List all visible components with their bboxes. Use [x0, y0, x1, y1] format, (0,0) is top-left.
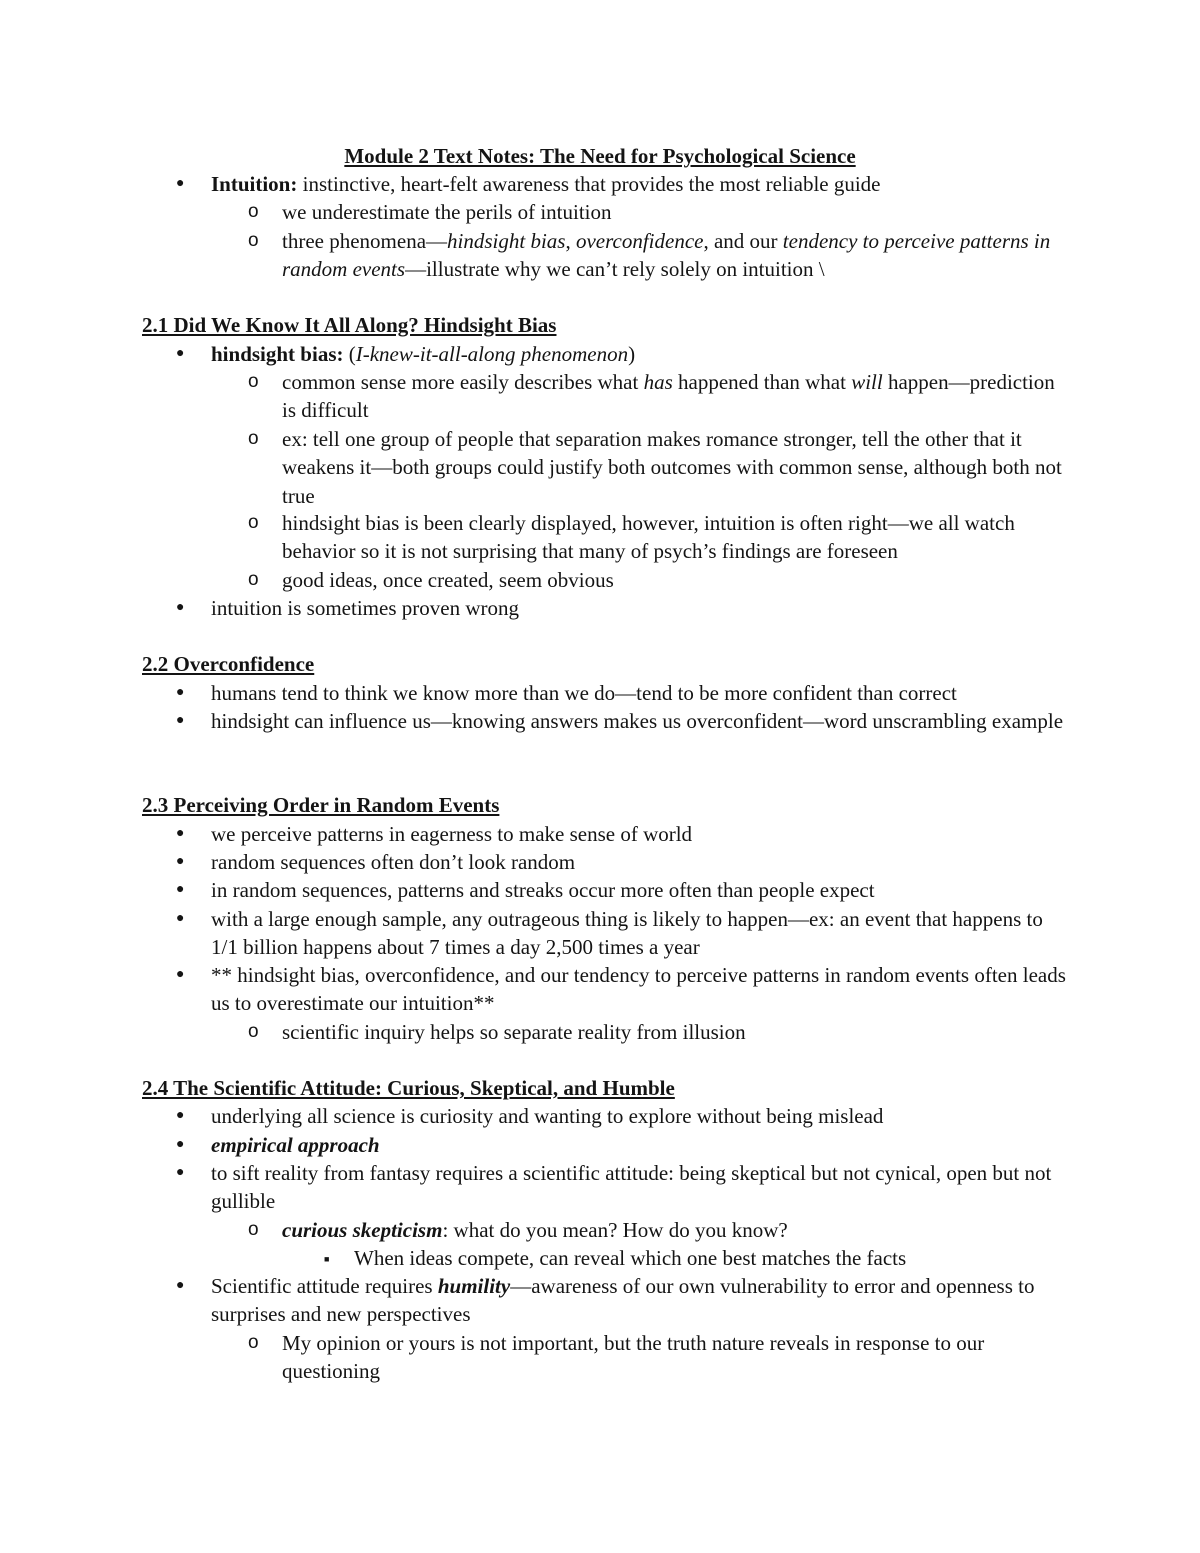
bullet-icon: ● [176, 1108, 185, 1123]
list-item [248, 368, 1072, 425]
item-text: My opinion or yours is not important, but the truth nature reveals in response to our questioning [282, 1331, 985, 1384]
item-text: common sense more easily describes what [282, 370, 644, 394]
list-item [176, 340, 1071, 368]
item-text: good ideas, once created, seem obvious [282, 568, 614, 592]
page-title: Module 2 Text Notes: The Need for Psychological Science [344, 144, 856, 168]
item-text: instinctive, heart-felt awareness that provides the most reliable guide [297, 172, 881, 196]
bullet-icon: ● [176, 1137, 185, 1152]
section-heading: 2.3 Perceiving Order in Random Events [142, 793, 500, 817]
bullet-icon: ● [176, 600, 185, 615]
list-item [176, 820, 1071, 848]
item-text: —illustrate why we can’t rely solely on intuition \ [405, 257, 825, 282]
emphasis-text: hindsight bias [447, 229, 566, 253]
item-text: happen—prediction is difficult [282, 370, 1055, 423]
list-item [176, 1272, 1071, 1329]
term-label: curious skepticism [282, 1218, 443, 1242]
hollow-bullet-icon: o [248, 1219, 259, 1240]
bullet-icon: ● [176, 854, 185, 869]
list-item [176, 961, 1071, 1018]
bullet-icon: ● [176, 882, 185, 897]
bullet-icon: ● [176, 176, 185, 191]
item-text: with a large enough sample, any outrageous thing is likely to happen—ex: an event that happens to 1/1 billion happens about 7 times a day 2,500 times a year [211, 907, 1043, 960]
list-item [176, 679, 1071, 707]
list-item [248, 1018, 1072, 1046]
hollow-bullet-icon: o [248, 1021, 259, 1042]
emphasis-text: I-knew-it-all-along phenomenon [355, 342, 629, 366]
list-item [248, 566, 1072, 594]
list-item [176, 1159, 1071, 1216]
item-text: intuition is sometimes proven wrong [211, 596, 519, 620]
list-item [324, 1244, 1074, 1272]
list-item [176, 170, 1071, 198]
item-text: we perceive patterns in eagerness to make sense of world [211, 822, 693, 846]
hollow-bullet-icon: o [248, 371, 259, 392]
emphasis-text: empirical approach [211, 1133, 380, 1157]
bullet-icon: ● [176, 1165, 185, 1180]
list-item [176, 876, 1071, 904]
list-item [176, 1131, 1071, 1159]
hollow-bullet-icon: o [248, 428, 259, 449]
hollow-bullet-icon: o [248, 569, 259, 590]
item-text: ( [343, 342, 356, 366]
item-text: , [565, 229, 576, 253]
bullet-icon: ● [176, 713, 185, 728]
emphasis-text: overconfidence [575, 229, 704, 253]
hollow-bullet-icon: o [248, 201, 259, 222]
list-item [176, 905, 1071, 962]
hollow-bullet-icon: o [248, 512, 259, 533]
section-heading: 2.4 The Scientific Attitude: Curious, Skeptical, and Humble [142, 1076, 675, 1100]
item-text: in random sequences, patterns and streaks occur more often than people expect [211, 878, 875, 902]
item-text: to sift reality from fantasy requires a scientific attitude: being skeptical but not cynical, open but not gullible [211, 1161, 1052, 1214]
hollow-bullet-icon: o [248, 1332, 259, 1353]
item-text: ) [628, 342, 636, 366]
emphasis-text: humility [437, 1274, 511, 1298]
item-text: Scientific attitude requires [211, 1274, 438, 1298]
list-item [248, 198, 1072, 226]
item-text: happened than what [672, 370, 852, 394]
list-item [248, 425, 1072, 510]
list-item [248, 1329, 1072, 1386]
item-text: When ideas compete, can reveal which one best matches the facts [354, 1246, 907, 1270]
emphasis-text: has [643, 370, 673, 394]
list-item [176, 1102, 1071, 1130]
bullet-icon: ● [176, 685, 185, 700]
item-text: : what do you mean? How do you know? [442, 1218, 788, 1242]
bullet-icon: ● [176, 911, 185, 926]
item-text: random sequences often don’t look random [211, 850, 576, 874]
item-text: ex: tell one group of people that separation makes romance stronger, tell the other that it weakens it—both groups could justify both outcomes with common sense, although both not true [282, 427, 1062, 508]
section-heading: 2.2 Overconfidence [142, 652, 315, 676]
item-text: scientific inquiry helps so separate reality from illusion [282, 1020, 746, 1044]
item-text: ** hindsight bias, overconfidence, and our tendency to perceive patterns in random events often leads us to overestimate our intuition** [211, 963, 1066, 1016]
term-label: hindsight bias: [211, 342, 344, 366]
square-bullet-icon: ■ [324, 1254, 330, 1264]
list-item [248, 1216, 1072, 1244]
bullet-icon: ● [176, 826, 185, 841]
bullet-icon: ● [176, 346, 185, 361]
section-heading: 2.1 Did We Know It All Along? Hindsight Bias [142, 313, 557, 337]
hollow-bullet-icon: o [248, 230, 259, 251]
term-label: Intuition: [211, 172, 298, 196]
emphasis-text: tendency to perceive patterns in random events [282, 229, 1051, 282]
item-text: , and our [703, 229, 783, 253]
list-item [176, 848, 1071, 876]
emphasis-text: will [851, 370, 883, 394]
list-item [176, 594, 1071, 622]
item-text: three phenomena— [282, 229, 448, 253]
list-item [176, 707, 1071, 735]
item-text: humans tend to think we know more than we do—tend to be more confident than correct [211, 681, 957, 705]
item-text: hindsight can influence us—knowing answers makes us overconfident—word unscrambling example [211, 709, 1064, 733]
item-text: —awareness of our own vulnerability to error and openness to surprises and new perspectives [211, 1274, 1035, 1327]
bullet-icon: ● [176, 1278, 185, 1293]
list-item [248, 227, 1072, 284]
item-text: hindsight bias is been clearly displayed, however, intuition is often right—we all watch behavior so it is not surprising that many of psych’s findings are foreseen [282, 511, 1015, 564]
item-text: we underestimate the perils of intuition [282, 200, 612, 224]
bullet-icon: ● [176, 967, 185, 982]
item-text: underlying all science is curiosity and wanting to explore without being mislead [211, 1104, 884, 1128]
list-item [248, 509, 1072, 566]
